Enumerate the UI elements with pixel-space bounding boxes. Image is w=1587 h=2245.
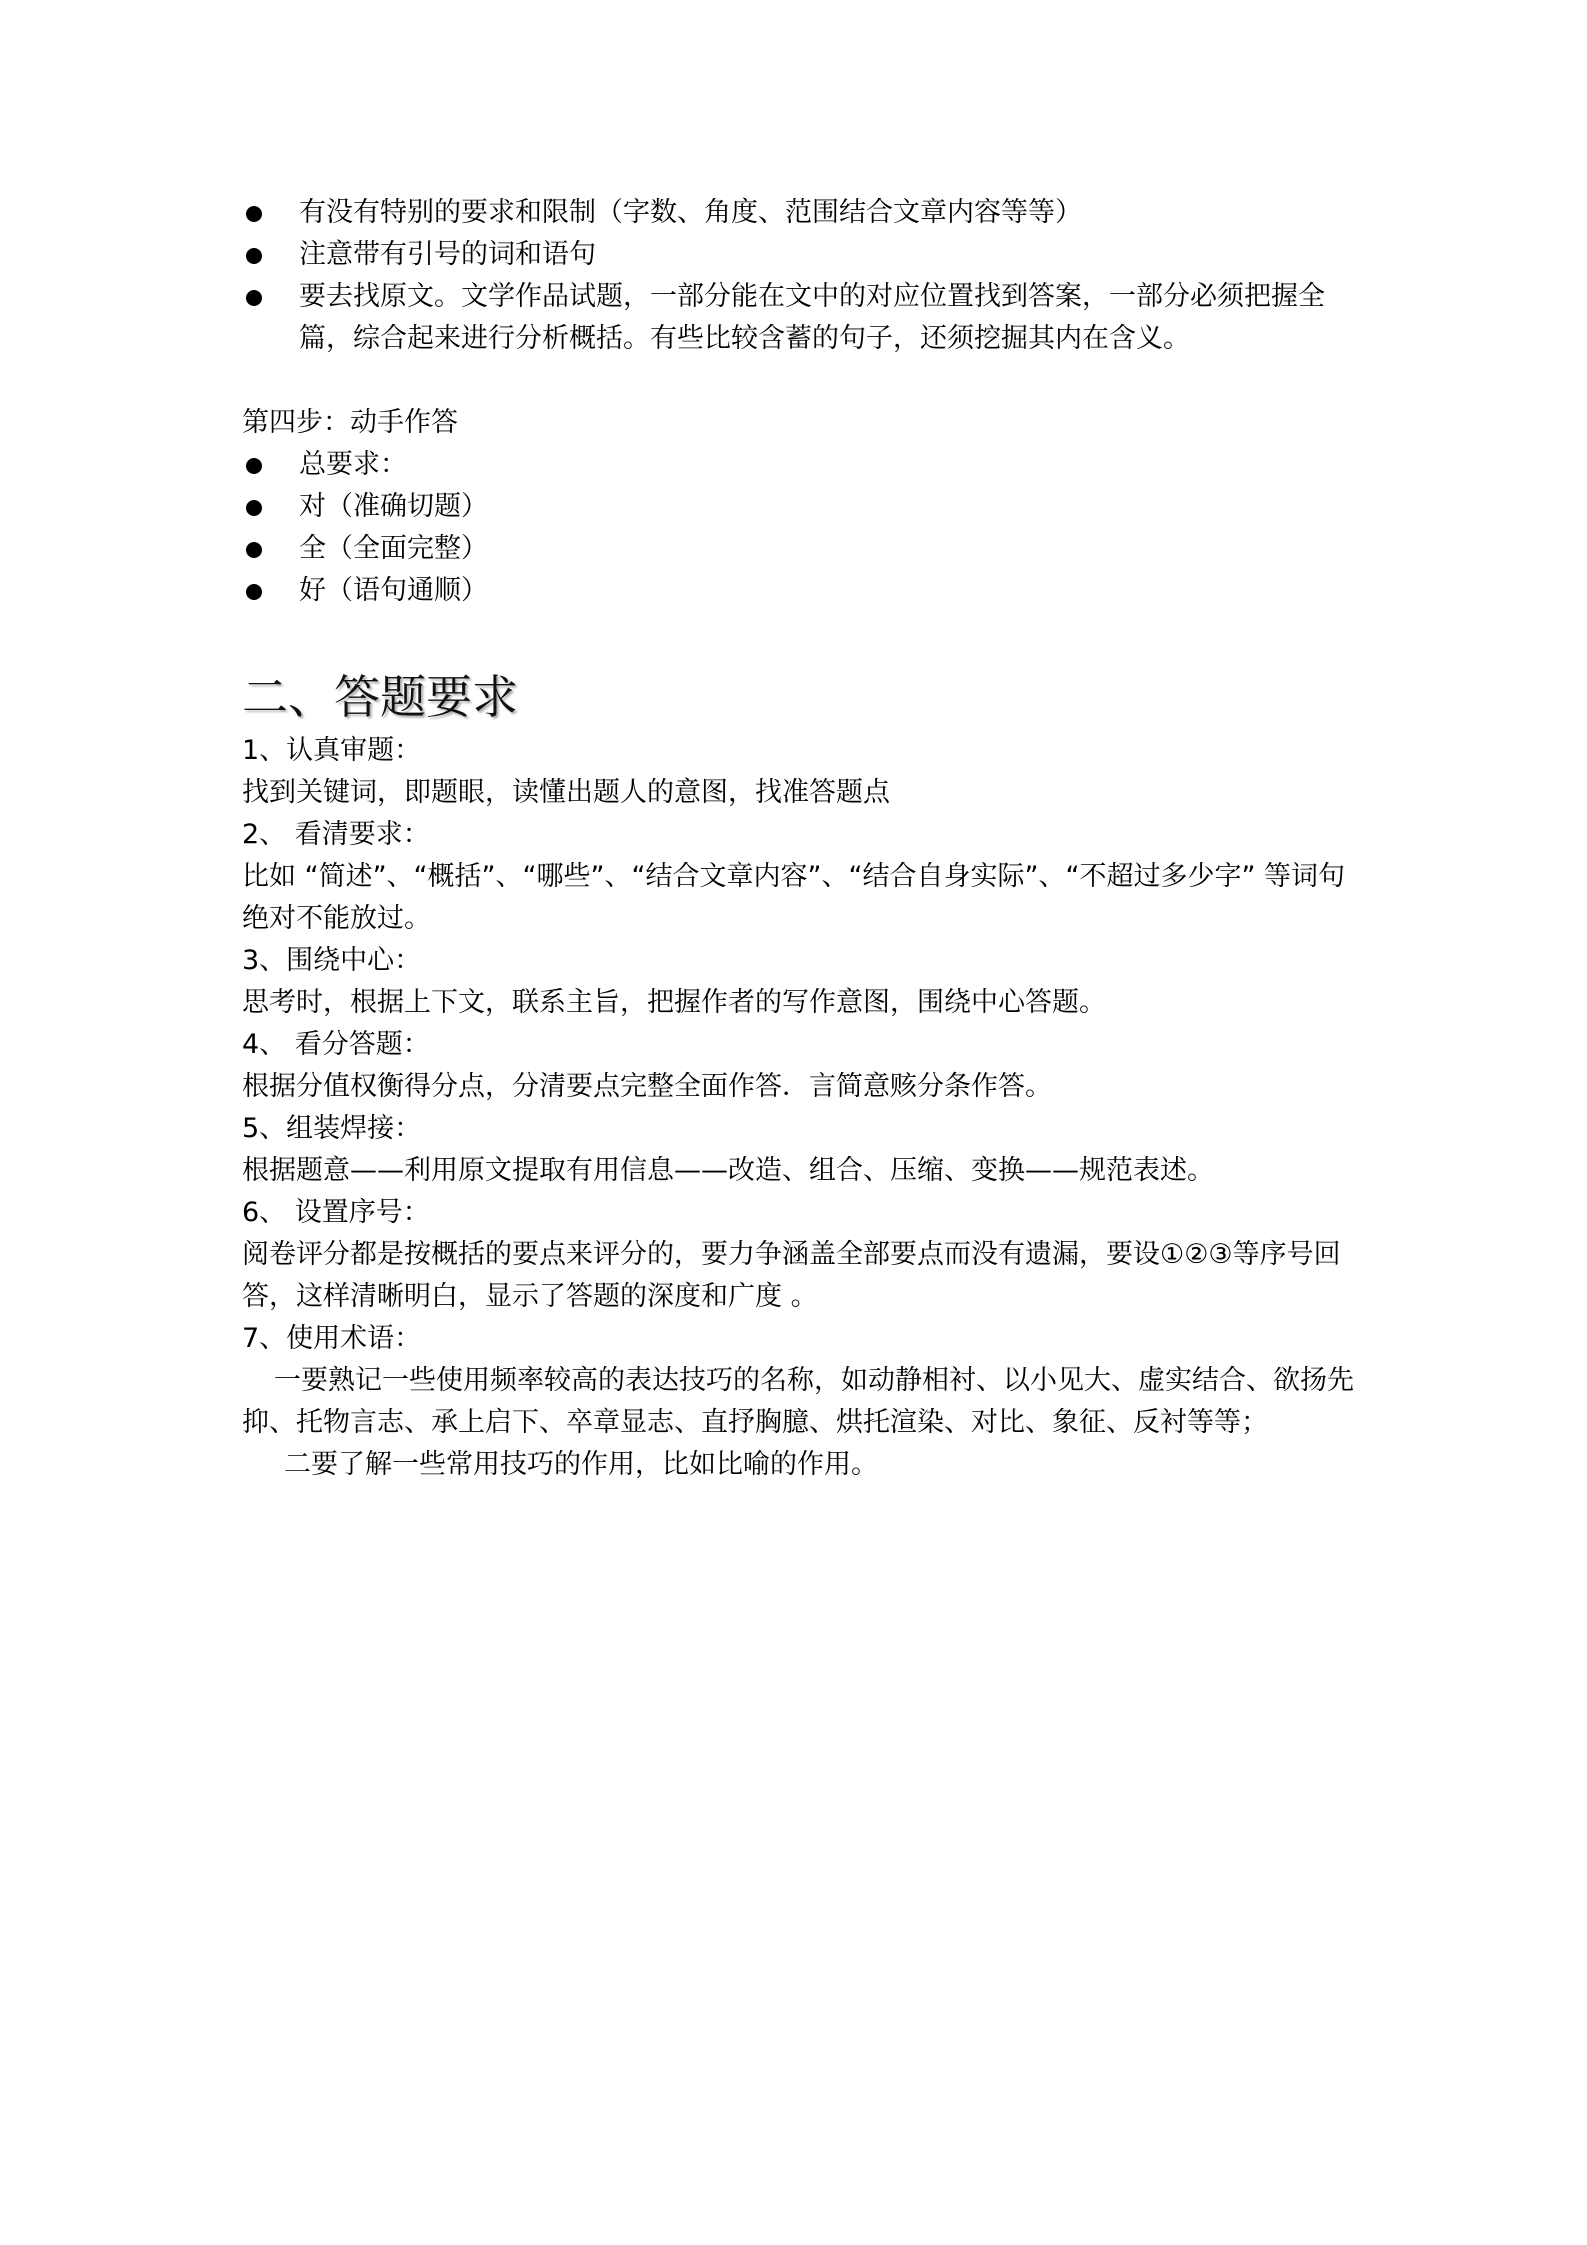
list-item-text: 注意带有引号的词和语句 xyxy=(299,239,596,270)
requirement-item xyxy=(242,1108,1362,1192)
bullet-icon xyxy=(246,542,262,558)
bullet-icon xyxy=(246,584,262,600)
step-four-title: 第四步：动手作答 xyxy=(242,407,458,438)
list-item xyxy=(242,276,1362,360)
requirement-body: 阅卷评分都是按概括的要点来评分的，要力争涵盖全部要点而没有遗漏，要设①②③等序号回答，这样清晰明白，显示了答题的深度和广度 。 xyxy=(242,1239,1341,1312)
list-item xyxy=(242,570,1362,612)
requirement-item xyxy=(242,730,1362,814)
list-item xyxy=(242,528,1362,570)
list-item xyxy=(242,234,1362,276)
final-line: 二要了解一些常用技巧的作用，比如比喻的作用。 xyxy=(284,1449,878,1480)
bullet-icon xyxy=(246,458,262,474)
requirement-body: 根据分值权衡得分点，分清要点完整全面作答．言简意赅分条作答。 xyxy=(242,1071,1052,1102)
requirement-title: 5、组装焊接： xyxy=(242,1113,422,1144)
requirement-title: 7、使用术语： xyxy=(242,1323,422,1354)
bullet-icon xyxy=(246,248,262,264)
requirement-item xyxy=(242,814,1362,940)
list-item xyxy=(242,192,1362,234)
requirement-title: 2、 看清要求： xyxy=(242,819,430,850)
paragraph-gap xyxy=(242,360,1362,402)
requirement-item xyxy=(242,1192,1362,1318)
list-item-text: 好（语句通顺） xyxy=(299,575,488,606)
list-item-text: 要去找原文。文学作品试题，一部分能在文中的对应位置找到答案，一部分必须把握全篇，综合起来进行分析概括。有些比较含蓄的句子，还须挖掘其内在含义。 xyxy=(299,281,1325,354)
requirement-item xyxy=(242,940,1362,1024)
requirement-body: 一要熟记一些使用频率较高的表达技巧的名称，如动静相衬、以小见大、虚实结合、欲扬先抑、托物言志、承上启下、卒章显志、直抒胸臆、烘托渲染、对比、象征、反衬等等； xyxy=(242,1365,1354,1438)
requirement-body: 找到关键词，即题眼，读懂出题人的意图，找准答题点 xyxy=(242,777,890,808)
list-item-text: 总要求： xyxy=(299,449,407,480)
list-item-text: 有没有特别的要求和限制（字数、角度、范围结合文章内容等等） xyxy=(299,197,1082,228)
requirement-item xyxy=(242,1318,1362,1444)
document-content xyxy=(242,192,1362,1486)
list-item-text: 全（全面完整） xyxy=(299,533,488,564)
requirement-item xyxy=(242,1024,1362,1108)
answer-requirements-list xyxy=(242,444,1362,612)
list-item-text: 对（准确切题） xyxy=(299,491,488,522)
requirement-body: 思考时，根据上下文，联系主旨，把握作者的写作意图，围绕中心答题。 xyxy=(242,987,1106,1018)
requirement-title: 3、围绕中心： xyxy=(242,945,422,976)
list-item xyxy=(242,486,1362,528)
bullet-icon xyxy=(246,290,262,306)
requirement-title: 6、 设置序号： xyxy=(242,1197,430,1228)
reading-tips-list xyxy=(242,192,1362,360)
requirement-title: 4、 看分答题： xyxy=(242,1029,430,1060)
requirement-title: 1、认真审题： xyxy=(242,735,422,766)
requirement-body: 根据题意——利用原文提取有用信息——改造、组合、压缩、变换——规范表述。 xyxy=(242,1155,1214,1186)
bullet-icon xyxy=(246,500,262,516)
list-item xyxy=(242,444,1362,486)
section-heading: 二、答题要求 xyxy=(242,670,518,724)
bullet-icon xyxy=(246,206,262,222)
requirement-body: 比如 “简述”、“概括”、“哪些”、“结合文章内容”、“结合自身实际”、“不超过多少字” 等词句绝对不能放过。 xyxy=(242,861,1346,934)
